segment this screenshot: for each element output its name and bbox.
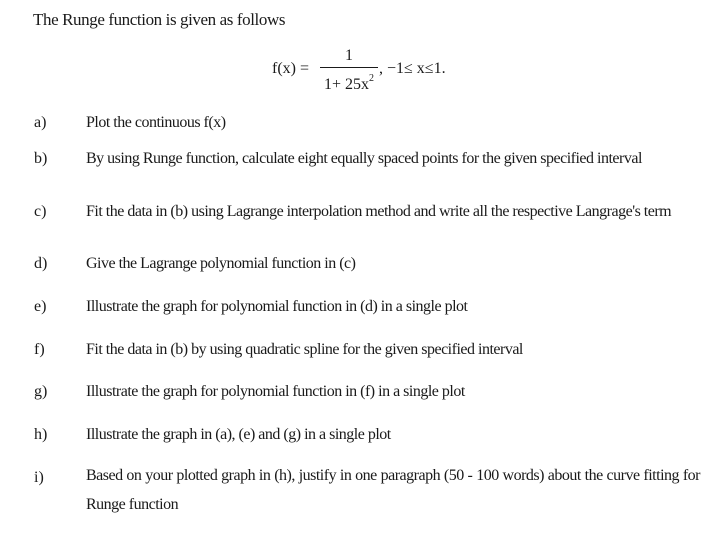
fraction-bar: [320, 67, 378, 68]
item-text: Plot the continuous f(x): [86, 114, 226, 131]
item-text: Give the Lagrange polynomial function in (c): [86, 255, 356, 272]
item-text: Illustrate the graph for polynomial function in (d) in a single plot: [86, 298, 468, 315]
formula-fraction: [320, 46, 378, 93]
item-letter: e): [34, 298, 47, 315]
item-letter: c): [34, 203, 47, 220]
item-text: By using Runge function, calculate eight equally spaced points for the given specified interval: [86, 150, 642, 167]
formula-lhs: f(x) =: [272, 60, 310, 77]
item-text: Illustrate the graph for polynomial function in (f) in a single plot: [86, 383, 465, 400]
item-letter: g): [34, 383, 48, 400]
item-letter: h): [34, 426, 48, 443]
formula-numerator: 1: [345, 47, 353, 64]
item-text: Fit the data in (b) using Lagrange interpolation method and write all the respective Langrage's term: [86, 203, 672, 220]
intro-text: The Runge function is given as follows: [33, 10, 286, 29]
item-text: Based on your plotted graph in (h), justify in one paragraph (50 - 100 words) about the curve fitting for Runge function: [86, 467, 700, 513]
item-text: Illustrate the graph in (a), (e) and (g) in a single plot: [86, 426, 391, 443]
formula-domain: , −1≤ x≤1.: [379, 60, 446, 77]
item-letter: f): [34, 341, 45, 358]
item-letter: b): [34, 150, 48, 167]
denominator-exponent: 2: [369, 73, 375, 84]
formula-denominator: [320, 69, 378, 93]
denominator-base: 1+ 25x: [323, 76, 370, 93]
item-letter: d): [34, 255, 48, 272]
item-letter: a): [34, 114, 47, 131]
item-text: Fit the data in (b) by using quadratic spline for the given specified interval: [86, 341, 523, 358]
item-letter: i): [34, 469, 44, 486]
